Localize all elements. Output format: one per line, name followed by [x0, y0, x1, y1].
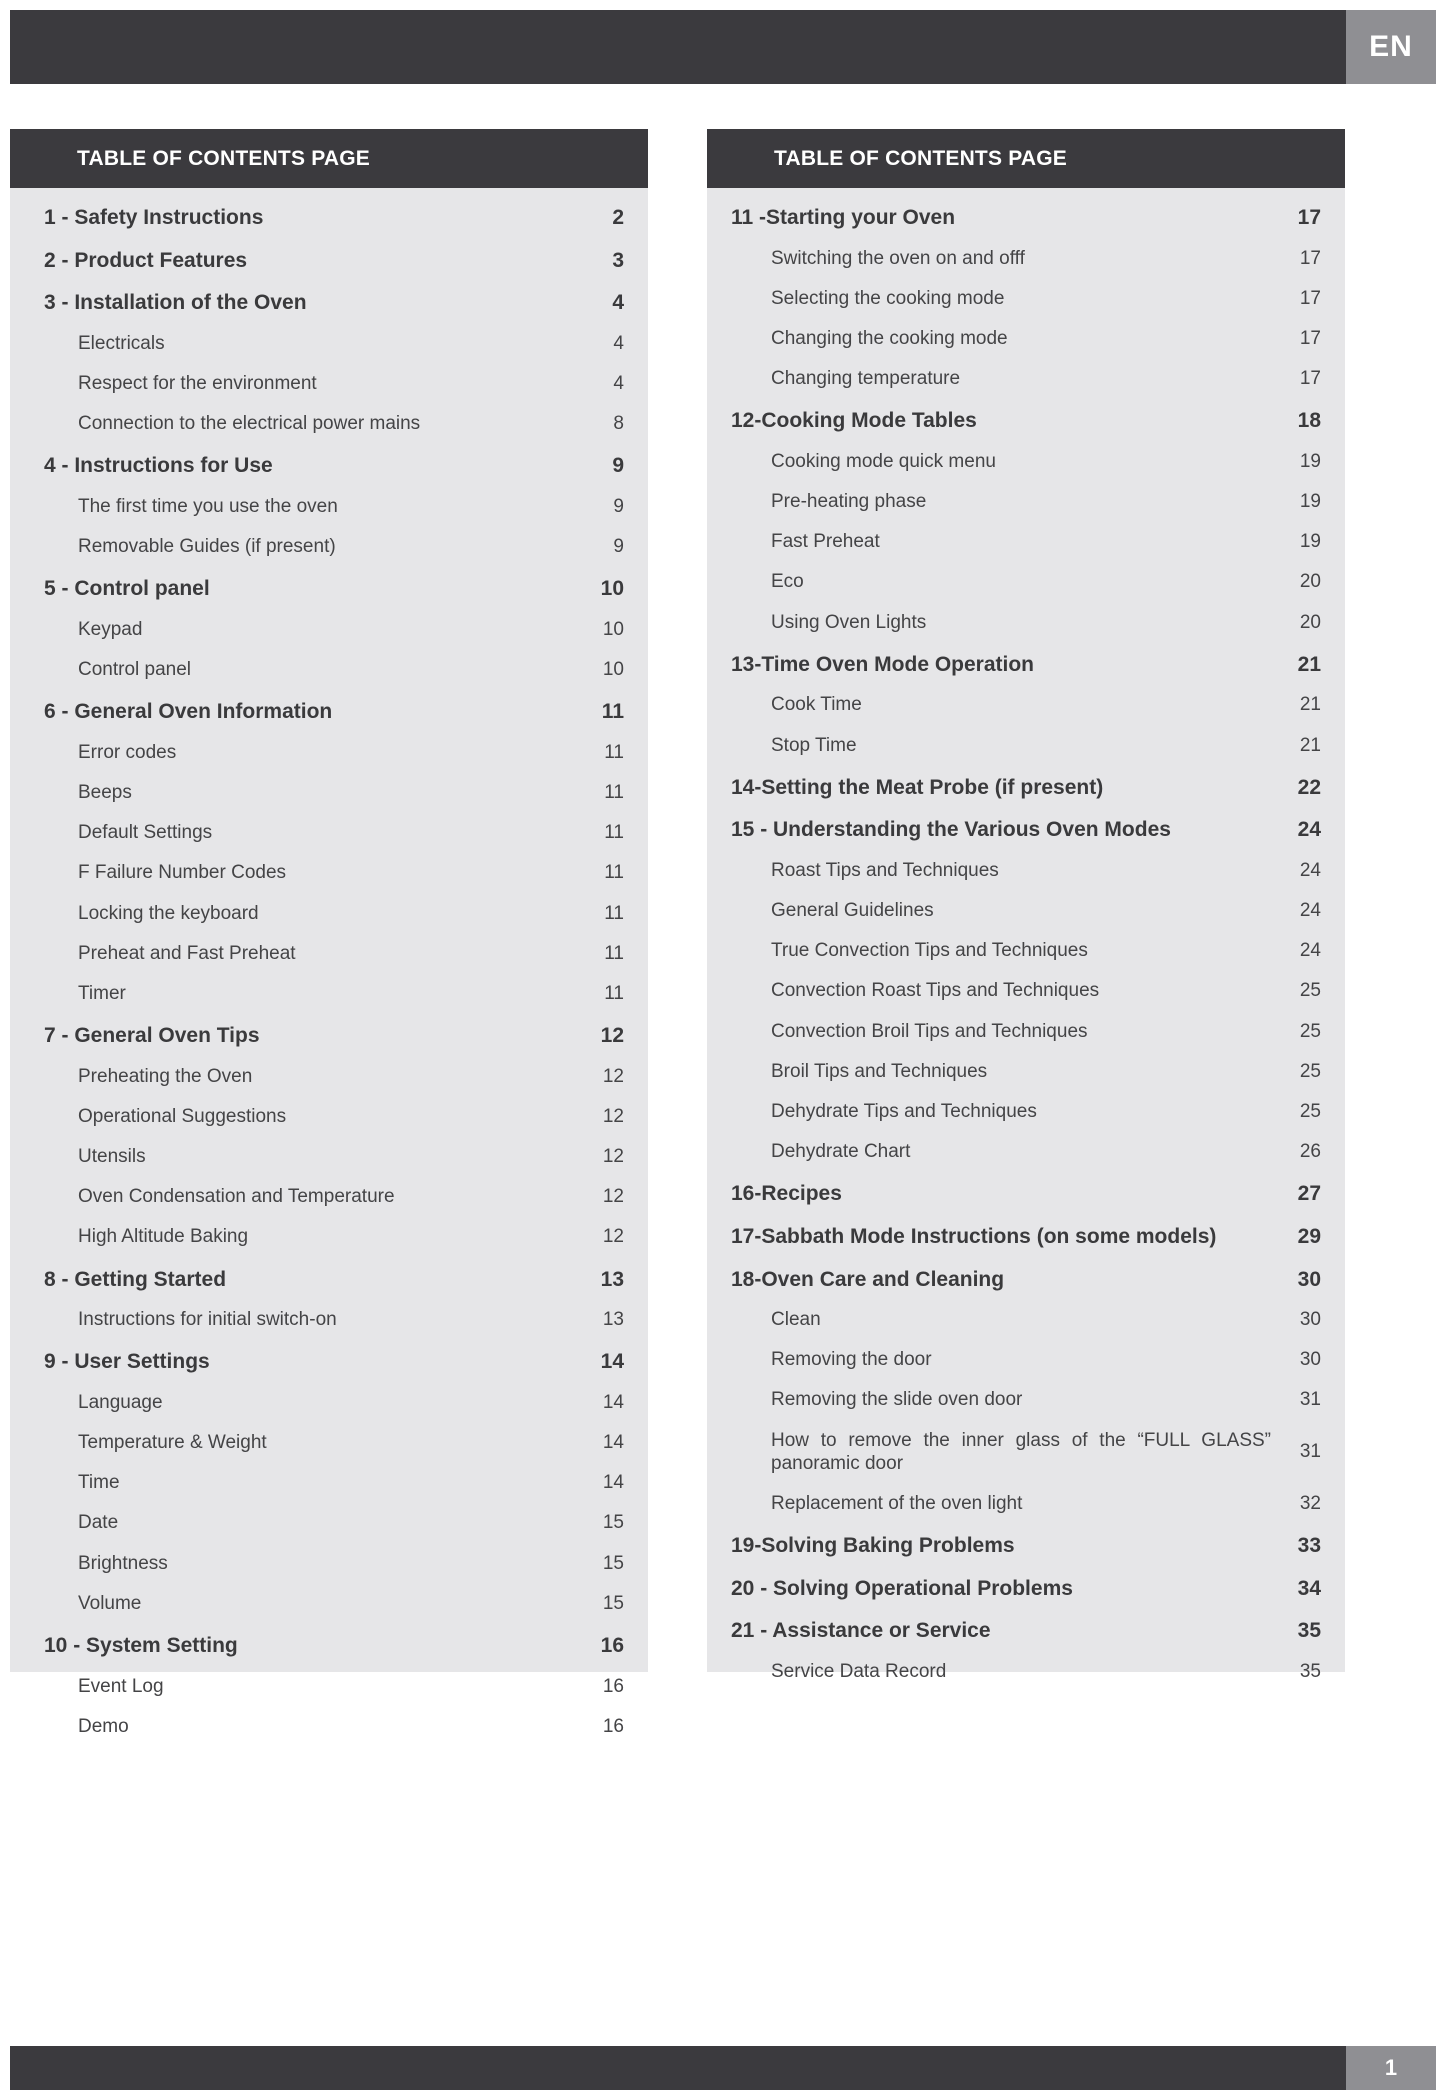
- toc-section-entry[interactable]: [707, 1484, 1345, 1524]
- toc-entry-title: Oven Condensation and Temperature: [78, 1186, 395, 1208]
- toc-section-entry[interactable]: [707, 891, 1345, 931]
- toc-entry-title: Preheating the Oven: [78, 1065, 253, 1087]
- toc-entry-title: 1 - Safety Instructions: [44, 206, 264, 229]
- toc-entry-title: Locking the keyboard: [78, 902, 259, 924]
- toc-chapter-entry[interactable]: [10, 1014, 648, 1057]
- toc-entry-title: Brightness: [78, 1552, 168, 1574]
- toc-entry-title: Event Log: [78, 1675, 164, 1697]
- toc-section-entry[interactable]: [10, 650, 648, 690]
- toc-entry-page: 3: [612, 248, 624, 272]
- toc-entry-page: 11: [604, 741, 624, 763]
- toc-entry-title: Convection Roast Tips and Techniques: [771, 980, 1100, 1002]
- toc-entry-page: 31: [1299, 1441, 1321, 1463]
- toc-entry-page: 21: [1299, 694, 1321, 716]
- toc-entry-title: Default Settings: [78, 822, 213, 844]
- toc-entry-page: 11: [604, 862, 624, 884]
- toc-entry-page: 12: [602, 1105, 624, 1127]
- toc-entry-title: 3 - Installation of the Oven: [44, 291, 307, 315]
- toc-section-entry[interactable]: [707, 319, 1345, 359]
- toc-entry-title: Pre-heating phase: [771, 491, 927, 513]
- toc-entry-page: 11: [604, 782, 624, 804]
- toc-entry-page: 29: [1297, 1224, 1321, 1248]
- toc-entry-title: Eco: [771, 571, 804, 593]
- toc-section-entry[interactable]: [10, 1503, 648, 1543]
- toc-entry-title: 17-Sabbath Mode Instructions (on some models): [731, 1224, 1217, 1248]
- toc-entry-page: 9: [612, 454, 624, 478]
- toc-entry-title: 10 - System Setting: [44, 1633, 238, 1657]
- toc-section-entry[interactable]: [707, 279, 1345, 319]
- toc-entry-page: 10: [600, 577, 624, 601]
- toc-entry-page: 18: [1297, 409, 1321, 433]
- toc-entry-page: 33: [1297, 1534, 1321, 1558]
- toc-chapter-entry[interactable]: [707, 1258, 1345, 1301]
- toc-entry-title: Using Oven Lights: [771, 611, 927, 633]
- toc-entry-title: Selecting the cooking mode: [771, 287, 1005, 309]
- page-number: 1: [1346, 2046, 1436, 2090]
- toc-section-entry[interactable]: [10, 1667, 648, 1707]
- toc-chapter-entry[interactable]: [707, 643, 1345, 686]
- toc-entry-page: 30: [1299, 1349, 1321, 1371]
- toc-entry-title: Timer: [78, 982, 126, 1004]
- toc-entry-title: Respect for the environment: [78, 373, 317, 394]
- toc-entry-page: 15: [602, 1592, 624, 1614]
- toc-section-entry[interactable]: [707, 1052, 1345, 1092]
- toc-section-entry[interactable]: [10, 853, 648, 893]
- toc-entry-title: 16-Recipes: [731, 1182, 842, 1206]
- toc-entry-title: Removable Guides (if present): [78, 536, 336, 558]
- toc-section-entry[interactable]: [10, 1544, 648, 1584]
- toc-entry-title: Control panel: [78, 659, 192, 681]
- toc-entry-page: 24: [1299, 859, 1321, 881]
- toc-section-entry[interactable]: [707, 1340, 1345, 1380]
- toc-chapter-entry[interactable]: [707, 399, 1345, 442]
- toc-section-entry[interactable]: [707, 726, 1345, 766]
- toc-entry-title: Preheat and Fast Preheat: [78, 942, 296, 964]
- toc-entry-title: 14-Setting the Meat Probe (if present): [731, 775, 1104, 799]
- toc-entry-page: 19: [1299, 491, 1321, 513]
- toc-entry-page: 4: [612, 291, 624, 315]
- toc-entry-page: 27: [1297, 1182, 1321, 1206]
- toc-entry-title: 12-Cooking Mode Tables: [731, 409, 977, 433]
- toc-section-entry[interactable]: [10, 1423, 648, 1463]
- toc-entry-page: 14: [602, 1432, 624, 1454]
- toc-section-entry[interactable]: [10, 404, 648, 444]
- toc-chapter-entry[interactable]: [10, 281, 648, 324]
- toc-entry-page: 35: [1299, 1661, 1321, 1682]
- toc-section-entry[interactable]: [10, 733, 648, 773]
- toc-entry-page: 25: [1299, 980, 1321, 1002]
- toc-entry-title: Time: [78, 1472, 120, 1494]
- toc-entry-page: 13: [602, 1309, 624, 1331]
- toc-section-entry[interactable]: [10, 1463, 648, 1503]
- header-bar: [10, 10, 1346, 84]
- toc-entry-title: 2 - Product Features: [44, 248, 248, 272]
- toc-chapter-entry[interactable]: [707, 1567, 1345, 1610]
- toc-chapter-entry[interactable]: [707, 808, 1345, 851]
- toc-list-right: [707, 188, 1345, 1692]
- toc-entry-page: 14: [602, 1472, 624, 1494]
- toc-entry-page: 15: [602, 1552, 624, 1574]
- toc-section-entry[interactable]: [707, 1092, 1345, 1132]
- toc-entry-title: True Convection Tips and Techniques: [771, 940, 1088, 962]
- toc-entry-title: 9 - User Settings: [44, 1350, 210, 1374]
- toc-entry-title: Replacement of the oven light: [771, 1493, 1023, 1514]
- toc-entry-title: 4 - Instructions for Use: [44, 454, 273, 478]
- toc-entry-title: Connection to the electrical power mains: [78, 413, 421, 435]
- toc-entry-page: 19: [1299, 531, 1321, 553]
- toc-entry-page: 12: [602, 1226, 624, 1248]
- toc-panel-title: TABLE OF CONTENTS PAGE: [10, 129, 648, 188]
- toc-section-entry[interactable]: [707, 1300, 1345, 1340]
- toc-entry-title: High Altitude Baking: [78, 1226, 249, 1248]
- toc-chapter-entry[interactable]: [10, 196, 648, 239]
- toc-entry-page: 25: [1299, 1060, 1321, 1082]
- toc-entry-title: The first time you use the oven: [78, 495, 338, 517]
- toc-section-entry[interactable]: [10, 527, 648, 567]
- toc-entry-page: 19: [1299, 450, 1321, 472]
- toc-entry-page: 21: [1299, 734, 1321, 756]
- toc-entry-title: Error codes: [78, 741, 177, 763]
- toc-entry-title: Instructions for initial switch-on: [78, 1309, 337, 1331]
- toc-entry-page: 9: [613, 495, 624, 517]
- toc-entry-title: 6 - General Oven Information: [44, 700, 333, 724]
- toc-entry-title: Broil Tips and Techniques: [771, 1060, 988, 1082]
- toc-entry-title: F Failure Number Codes: [78, 862, 287, 884]
- toc-panel-left: [10, 129, 648, 1737]
- toc-entry-title: 18-Oven Care and Cleaning: [731, 1267, 1005, 1291]
- toc-entry-page: 25: [1299, 1020, 1321, 1042]
- toc-section-entry[interactable]: [10, 487, 648, 527]
- toc-entry-title: 19-Solving Baking Problems: [731, 1534, 1015, 1558]
- toc-section-entry[interactable]: [707, 685, 1345, 725]
- toc-section-entry[interactable]: [10, 934, 648, 974]
- toc-entry-page: 30: [1299, 1309, 1321, 1331]
- toc-entry-page: 14: [600, 1350, 624, 1374]
- toc-entry-title: 11 -Starting your Oven: [731, 206, 956, 229]
- toc-section-entry[interactable]: [10, 1300, 648, 1340]
- toc-entry-title: 21 - Assistance or Service: [731, 1619, 991, 1643]
- toc-entry-page: 17: [1299, 287, 1321, 309]
- toc-entry-page: 14: [602, 1391, 624, 1413]
- toc-entry-page: 4: [613, 332, 624, 354]
- toc-entry-page: 10: [602, 618, 624, 640]
- toc-entry-title: Changing temperature: [771, 368, 961, 390]
- toc-chapter-entry[interactable]: [10, 567, 648, 610]
- toc-entry-title: Removing the door: [771, 1349, 932, 1371]
- language-tab: EN: [1346, 10, 1436, 84]
- toc-section-entry[interactable]: [707, 1380, 1345, 1420]
- toc-section-entry[interactable]: [707, 931, 1345, 971]
- toc-entry-title: Convection Broil Tips and Techniques: [771, 1020, 1088, 1042]
- toc-section-entry[interactable]: [707, 851, 1345, 891]
- toc-entry-page: 17: [1299, 327, 1321, 349]
- toc-entry-title: Cook Time: [771, 694, 862, 716]
- toc-entry-page: 16: [602, 1675, 624, 1697]
- toc-section-entry[interactable]: [10, 1584, 648, 1624]
- toc-chapter-entry[interactable]: [10, 690, 648, 733]
- toc-entry-page: 11: [604, 982, 624, 1004]
- toc-entry-title: 7 - General Oven Tips: [44, 1024, 260, 1048]
- toc-entry-title: Service Data Record: [771, 1661, 947, 1682]
- toc-entry-page: 8: [613, 413, 624, 435]
- toc-entry-page: 31: [1299, 1389, 1321, 1411]
- toc-section-entry[interactable]: [10, 1707, 648, 1747]
- toc-entry-title: Language: [78, 1391, 163, 1413]
- toc-entry-title: Volume: [78, 1592, 142, 1614]
- toc-entry-title: Clean: [771, 1309, 821, 1331]
- toc-entry-title: Demo: [78, 1715, 129, 1737]
- toc-section-entry[interactable]: [10, 974, 648, 1014]
- toc-entry-title: 5 - Control panel: [44, 577, 210, 601]
- toc-entry-title: Date: [78, 1512, 119, 1534]
- toc-entry-page: 11: [604, 902, 624, 924]
- toc-entry-page: 24: [1299, 900, 1321, 922]
- toc-entry-page: 16: [602, 1715, 624, 1737]
- toc-section-entry[interactable]: [707, 1652, 1345, 1692]
- toc-chapter-entry[interactable]: [707, 196, 1345, 239]
- toc-chapter-entry[interactable]: [707, 1172, 1345, 1215]
- toc-entry-title: Operational Suggestions: [78, 1105, 287, 1127]
- footer-bar: [10, 2046, 1346, 2090]
- toc-section-entry[interactable]: [10, 1097, 648, 1137]
- toc-entry-title: 20 - Solving Operational Problems: [731, 1576, 1073, 1600]
- toc-entry-title: 8 - Getting Started: [44, 1267, 227, 1291]
- toc-list-left: [10, 188, 648, 1747]
- toc-chapter-entry[interactable]: [707, 1609, 1345, 1652]
- toc-entry-page: 26: [1299, 1141, 1321, 1163]
- toc-section-entry[interactable]: [707, 1421, 1345, 1484]
- toc-section-entry[interactable]: [10, 610, 648, 650]
- toc-section-entry[interactable]: [707, 482, 1345, 522]
- toc-entry-title: Fast Preheat: [771, 531, 880, 553]
- toc-section-entry[interactable]: [10, 773, 648, 813]
- toc-entry-title: Beeps: [78, 782, 132, 804]
- toc-entry-title: General Guidelines: [771, 900, 934, 922]
- toc-entry-page: 34: [1297, 1576, 1321, 1600]
- toc-section-entry[interactable]: [707, 442, 1345, 482]
- toc-section-entry[interactable]: [707, 522, 1345, 562]
- toc-entry-page: 17: [1299, 247, 1321, 269]
- toc-chapter-entry[interactable]: [10, 1340, 648, 1383]
- toc-section-entry[interactable]: [10, 813, 648, 853]
- toc-entry-title: Cooking mode quick menu: [771, 450, 996, 472]
- toc-entry-page: 15: [602, 1512, 624, 1534]
- toc-entry-page: 12: [602, 1146, 624, 1168]
- toc-chapter-entry[interactable]: [707, 1524, 1345, 1567]
- toc-entry-title: How to remove the inner glass of the “FULL GLASS” panoramic door: [771, 1429, 1271, 1474]
- toc-entry-page: 12: [600, 1024, 624, 1048]
- toc-entry-title: Changing the cooking mode: [771, 327, 1008, 349]
- toc-entry-title: Dehydrate Chart: [771, 1141, 911, 1163]
- toc-entry-title: 13-Time Oven Mode Operation: [731, 652, 1035, 676]
- toc-entry-page: 30: [1297, 1267, 1321, 1291]
- toc-entry-page: 20: [1299, 571, 1321, 593]
- toc-section-entry[interactable]: [10, 1383, 648, 1423]
- toc-entry-page: 9: [613, 536, 624, 558]
- toc-entry-title: 15 - Understanding the Various Oven Modes: [731, 818, 1171, 842]
- toc-section-entry[interactable]: [10, 324, 648, 364]
- toc-chapter-entry[interactable]: [707, 766, 1345, 809]
- toc-entry-page: 32: [1299, 1493, 1321, 1514]
- toc-section-entry[interactable]: [707, 603, 1345, 643]
- toc-entry-page: 35: [1297, 1619, 1321, 1643]
- toc-entry-page: 22: [1297, 775, 1321, 799]
- toc-entry-page: 11: [601, 700, 624, 724]
- toc-entry-title: Keypad: [78, 618, 143, 640]
- toc-entry-page: 25: [1299, 1100, 1321, 1122]
- toc-entry-page: 21: [1297, 652, 1321, 676]
- toc-section-entry[interactable]: [10, 1177, 648, 1217]
- toc-section-entry[interactable]: [707, 971, 1345, 1011]
- toc-section-entry[interactable]: [10, 1057, 648, 1097]
- toc-entry-page: 24: [1297, 818, 1321, 842]
- toc-entry-title: Dehydrate Tips and Techniques: [771, 1100, 1037, 1122]
- toc-section-entry[interactable]: [10, 894, 648, 934]
- toc-chapter-entry[interactable]: [10, 444, 648, 487]
- toc-entry-title: Removing the slide oven door: [771, 1389, 1023, 1411]
- toc-entry-page: 11: [604, 822, 624, 844]
- toc-entry-page: 16: [600, 1633, 624, 1657]
- toc-entry-page: 13: [600, 1267, 624, 1291]
- toc-chapter-entry[interactable]: [10, 239, 648, 282]
- toc-section-entry[interactable]: [707, 359, 1345, 399]
- toc-section-entry[interactable]: [10, 1217, 648, 1257]
- toc-entry-page: 12: [602, 1186, 624, 1208]
- toc-entry-title: Switching the oven on and offf: [771, 247, 1025, 269]
- toc-chapter-entry[interactable]: [10, 1624, 648, 1667]
- toc-entry-page: 4: [613, 373, 624, 394]
- toc-entry-page: 17: [1299, 368, 1321, 390]
- toc-entry-page: 2: [612, 206, 624, 229]
- toc-entry-title: Electricals: [78, 332, 165, 354]
- toc-entry-title: Temperature & Weight: [78, 1432, 267, 1454]
- toc-section-entry[interactable]: [10, 364, 648, 404]
- toc-entry-page: 24: [1299, 940, 1321, 962]
- toc-panel-right: [707, 129, 1345, 1682]
- toc-entry-title: Roast Tips and Techniques: [771, 859, 999, 881]
- toc-entry-title: Stop Time: [771, 734, 857, 756]
- toc-section-entry[interactable]: [10, 1137, 648, 1177]
- toc-chapter-entry[interactable]: [10, 1258, 648, 1301]
- toc-entry-page: 10: [602, 659, 624, 681]
- toc-panel-title: TABLE OF CONTENTS PAGE: [707, 129, 1345, 188]
- toc-section-entry[interactable]: [707, 1132, 1345, 1172]
- toc-entry-page: 17: [1297, 206, 1321, 229]
- toc-entry-title: Utensils: [78, 1146, 146, 1168]
- toc-chapter-entry[interactable]: [707, 1215, 1345, 1258]
- toc-section-entry[interactable]: [707, 562, 1345, 602]
- toc-section-entry[interactable]: [707, 239, 1345, 279]
- toc-entry-page: 12: [602, 1065, 624, 1087]
- toc-entry-page: 20: [1299, 611, 1321, 633]
- toc-entry-page: 11: [604, 942, 624, 964]
- toc-section-entry[interactable]: [707, 1012, 1345, 1052]
